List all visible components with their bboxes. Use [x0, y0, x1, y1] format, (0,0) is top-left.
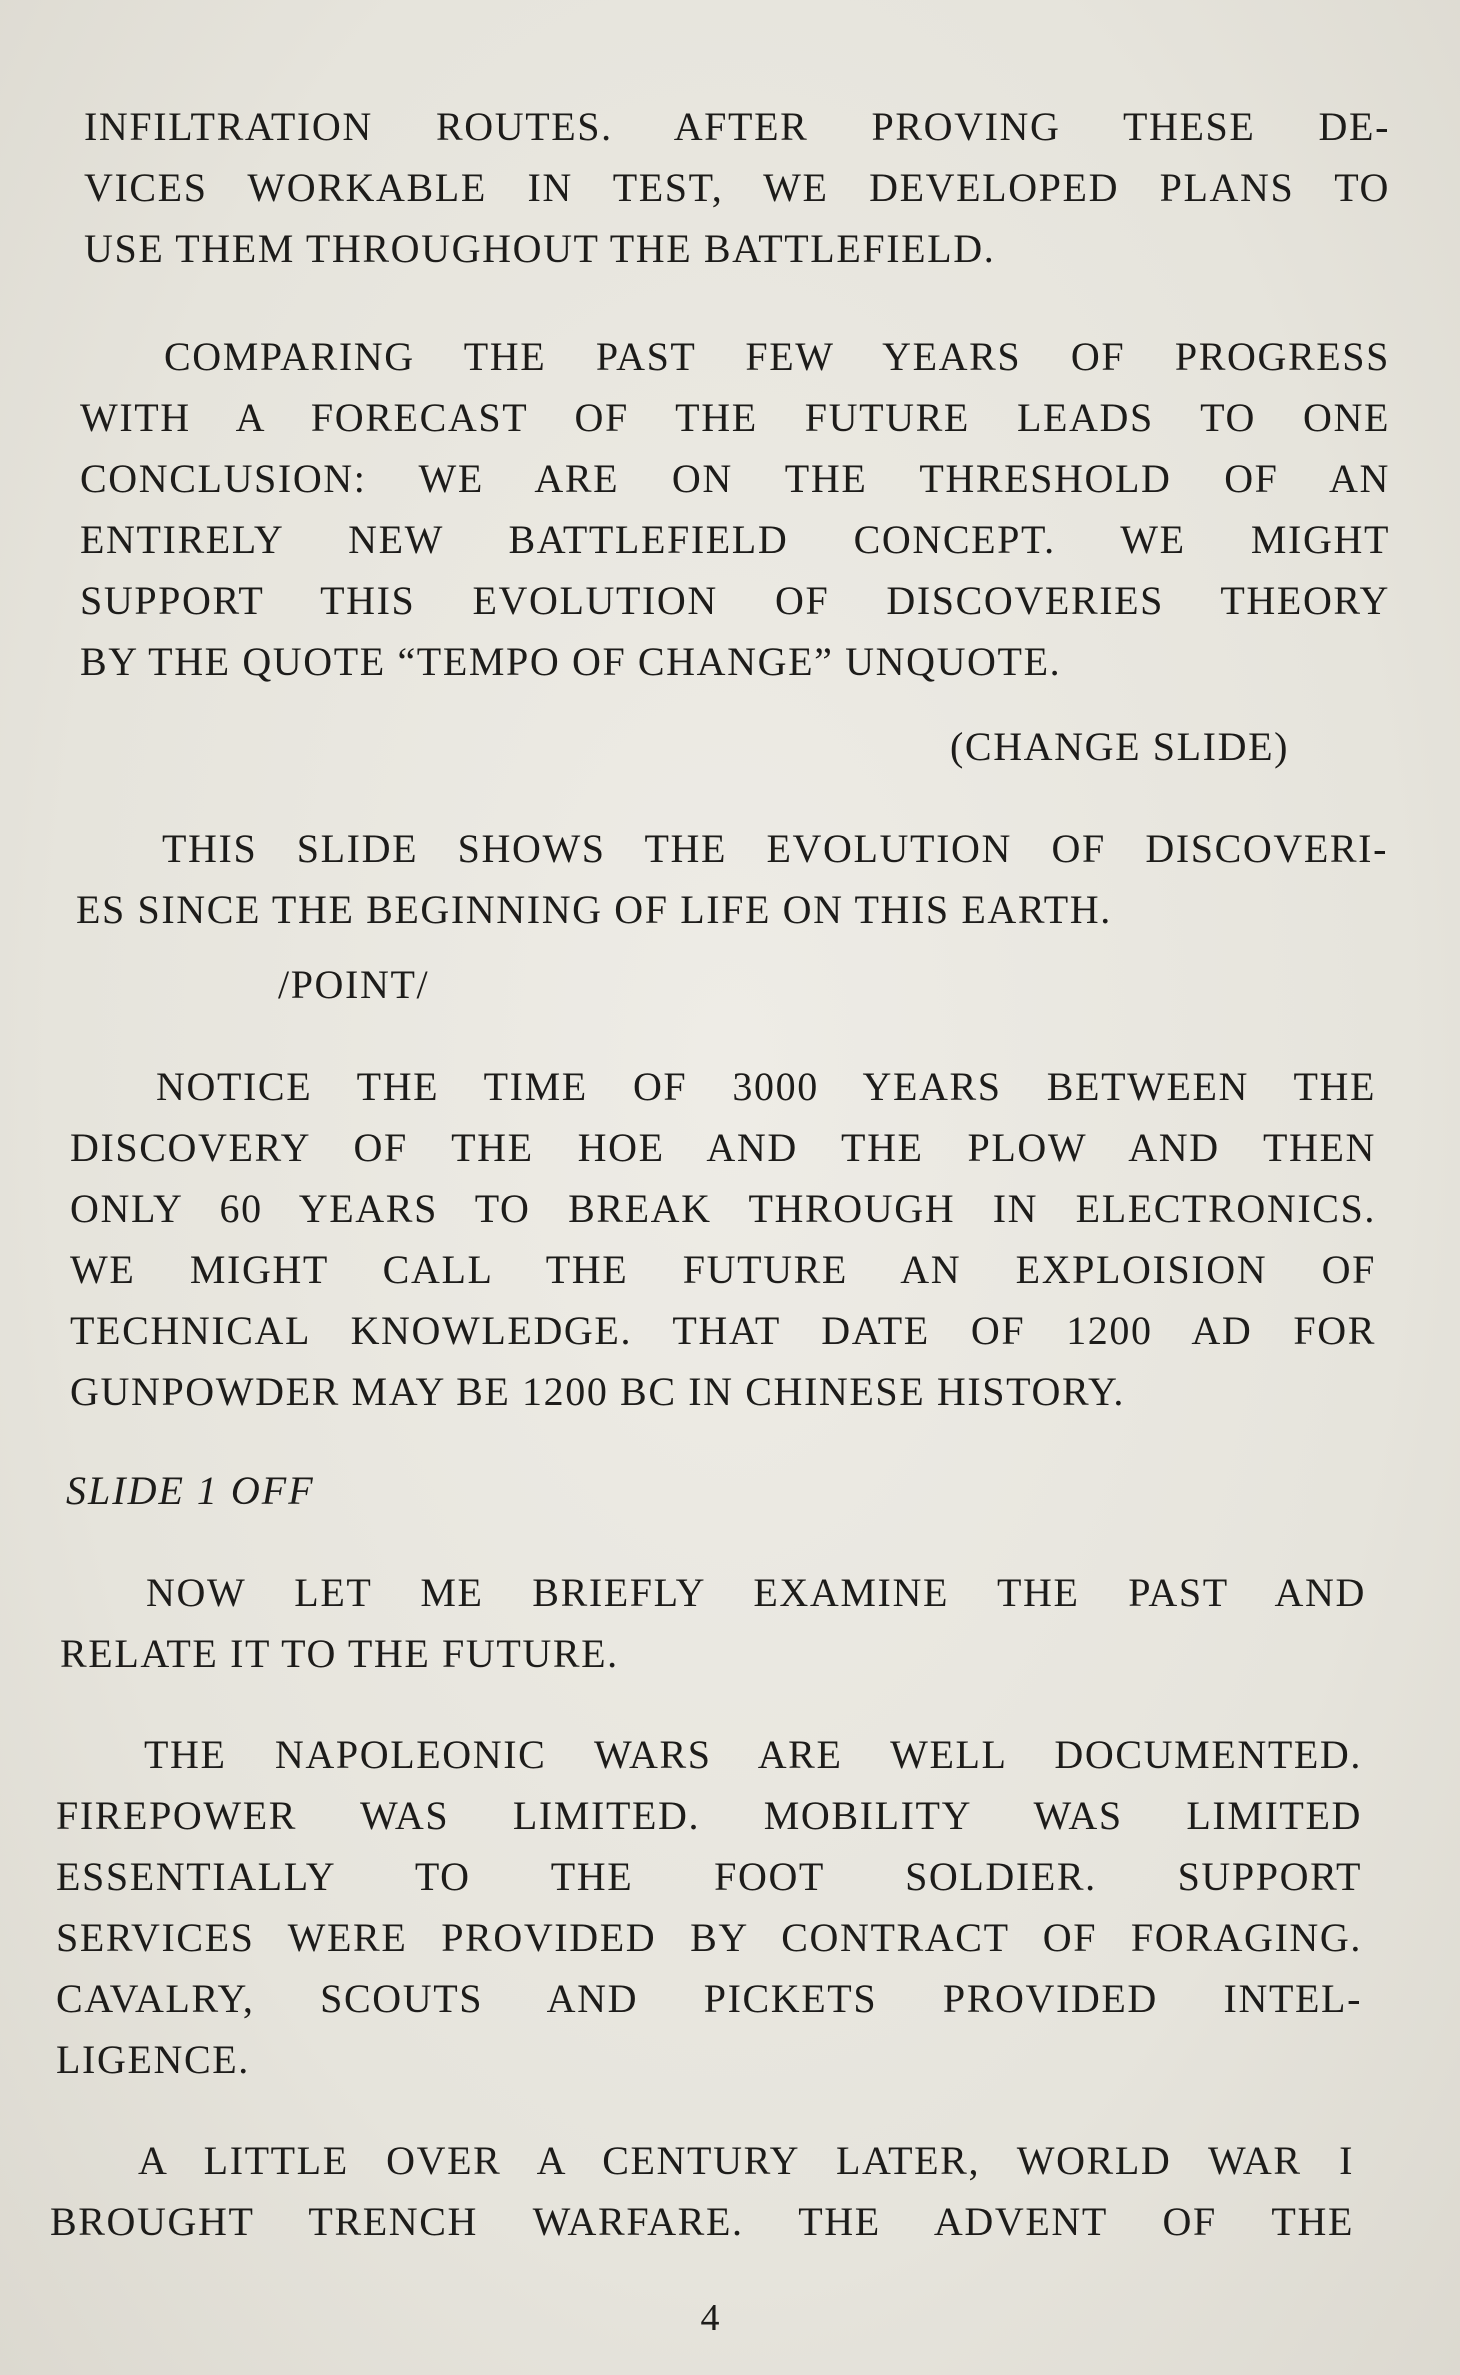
paragraph-line: WITH A FORECAST OF THE FUTURE LEADS TO ONE — [80, 395, 1390, 440]
paragraph-line: INFILTRATION ROUTES. AFTER PROVING THESE DE- — [84, 104, 1390, 149]
point-cue — [278, 954, 429, 1015]
paragraph-line: BY THE QUOTE “TEMPO OF CHANGE” UNQUOTE. — [80, 639, 1062, 684]
paragraph-line: NOTICE THE TIME OF 3000 YEARS BETWEEN THE — [156, 1064, 1376, 1109]
paragraph-line: CAVALRY, SCOUTS AND PICKETS PROVIDED INTEL- — [56, 1976, 1362, 2021]
paragraph-world-war — [50, 2130, 1354, 2252]
paragraph-line: FIREPOWER WAS LIMITED. MOBILITY WAS LIMITED — [56, 1793, 1362, 1838]
cue-text: SLIDE 1 OFF — [66, 1468, 315, 1513]
page-number: 4 — [700, 2297, 720, 2339]
paragraph-examine-past — [60, 1562, 1366, 1684]
paragraph-line: VICES WORKABLE IN TEST, WE DEVELOPED PLANS TO — [84, 165, 1390, 210]
paragraph-line: SUPPORT THIS EVOLUTION OF DISCOVERIES THEORY — [80, 578, 1390, 623]
cue-text: (CHANGE SLIDE) — [950, 724, 1290, 769]
paragraph-infiltration-routes — [84, 96, 1390, 279]
paragraph-line: ONLY 60 YEARS TO BREAK THROUGH IN ELECTRONICS. — [70, 1186, 1376, 1231]
paragraph-line: RELATE IT TO THE FUTURE. — [60, 1631, 619, 1676]
paragraph-line: LIGENCE. — [56, 2037, 250, 2082]
slide-off-cue — [66, 1460, 315, 1521]
change-slide-cue — [950, 716, 1289, 777]
paragraph-line: DISCOVERY OF THE HOE AND THE PLOW AND THEN — [70, 1125, 1376, 1170]
paragraph-line: SERVICES WERE PROVIDED BY CONTRACT OF FORAGING. — [56, 1915, 1362, 1960]
paragraph-comparing-progress — [80, 326, 1390, 692]
paragraph-napoleonic-wars — [56, 1724, 1362, 2090]
cue-text: /POINT/ — [278, 962, 430, 1007]
paragraph-line: GUNPOWDER MAY BE 1200 BC IN CHINESE HISTORY. — [70, 1369, 1125, 1414]
paragraph-line: ENTIRELY NEW BATTLEFIELD CONCEPT. WE MIGHT — [80, 517, 1390, 562]
paragraph-notice-time — [70, 1056, 1376, 1422]
paragraph-line: A LITTLE OVER A CENTURY LATER, WORLD WAR I — [138, 2138, 1354, 2183]
paragraph-line: BROUGHT TRENCH WARFARE. THE ADVENT OF THE — [50, 2199, 1354, 2244]
paragraph-line: THE NAPOLEONIC WARS ARE WELL DOCUMENTED. — [144, 1732, 1362, 1777]
paragraph-line: WE MIGHT CALL THE FUTURE AN EXPLOISION OF — [70, 1247, 1376, 1292]
paragraph-line: NOW LET ME BRIEFLY EXAMINE THE PAST AND — [146, 1570, 1366, 1615]
paragraph-line: THIS SLIDE SHOWS THE EVOLUTION OF DISCOVERI- — [162, 826, 1388, 871]
paragraph-line: ES SINCE THE BEGINNING OF LIFE ON THIS EARTH. — [76, 887, 1112, 932]
paragraph-line: USE THEM THROUGHOUT THE BATTLEFIELD. — [84, 226, 996, 271]
paragraph-line: CONCLUSION: WE ARE ON THE THRESHOLD OF AN — [80, 456, 1390, 501]
paragraph-line: COMPARING THE PAST FEW YEARS OF PROGRESS — [164, 334, 1390, 379]
paragraph-line: ESSENTIALLY TO THE FOOT SOLDIER. SUPPORT — [56, 1854, 1362, 1899]
paragraph-line: TECHNICAL KNOWLEDGE. THAT DATE OF 1200 AD FOR — [70, 1308, 1376, 1353]
paragraph-slide-evolution — [76, 818, 1388, 940]
